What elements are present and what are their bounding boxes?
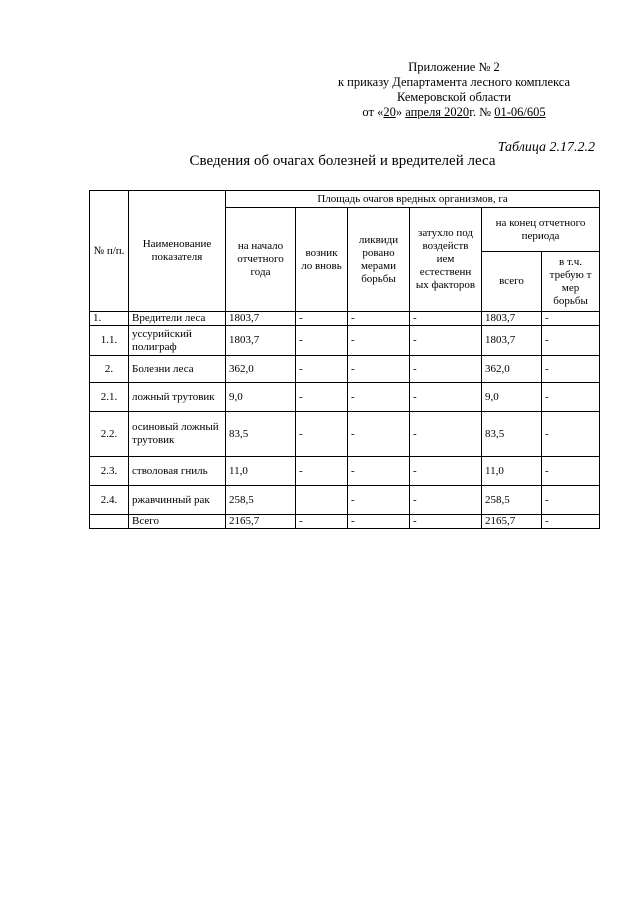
row-start: 83,5 bbox=[226, 412, 296, 457]
row-start: 1803,7 bbox=[226, 312, 296, 326]
table-row bbox=[90, 412, 600, 457]
row-need: - bbox=[542, 326, 600, 356]
row-total: 362,0 bbox=[482, 356, 542, 383]
row-new: - bbox=[296, 356, 348, 383]
row-need: - bbox=[542, 383, 600, 412]
row-name: Вредители леса bbox=[129, 312, 226, 326]
row-faded: - bbox=[410, 312, 482, 326]
table-row-total bbox=[90, 515, 600, 529]
row-new: - bbox=[296, 326, 348, 356]
row-start: 1803,7 bbox=[226, 326, 296, 356]
row-name: осиновый ложный трутовик bbox=[129, 412, 226, 457]
table-row bbox=[90, 312, 600, 326]
row-liquidated: - bbox=[348, 486, 410, 515]
col-liquidated-header: ликвиди ровано мерами борьбы bbox=[348, 208, 410, 312]
row-num: 2.1. bbox=[90, 383, 129, 412]
row-new: - bbox=[296, 383, 348, 412]
row-total: 11,0 bbox=[482, 457, 542, 486]
row-name: стволовая гниль bbox=[129, 457, 226, 486]
row-new: - bbox=[296, 312, 348, 326]
order-number: 01-06/605 bbox=[494, 105, 546, 119]
appendix-label: Приложение № 2 bbox=[408, 60, 500, 74]
row-new: - bbox=[296, 412, 348, 457]
table-row bbox=[90, 486, 600, 515]
col-area-group-header: Площадь очагов вредных организмов, га bbox=[226, 191, 600, 208]
row-num: 1. bbox=[90, 312, 129, 326]
row-name: ржавчинный рак bbox=[129, 486, 226, 515]
table-row bbox=[90, 356, 600, 383]
row-need: - bbox=[542, 457, 600, 486]
row-start: 11,0 bbox=[226, 457, 296, 486]
region-name: Кемеровской области bbox=[396, 90, 512, 104]
row-start: 2165,7 bbox=[226, 515, 296, 529]
row-num bbox=[90, 515, 129, 529]
row-total: 258,5 bbox=[482, 486, 542, 515]
row-num: 2.4. bbox=[90, 486, 129, 515]
row-need: - bbox=[542, 312, 600, 326]
col-start-header: на начало отчетного года bbox=[226, 208, 296, 312]
order-day: 20 bbox=[383, 105, 396, 119]
row-name: Болезни леса bbox=[129, 356, 226, 383]
row-faded: - bbox=[410, 515, 482, 529]
row-num: 1.1. bbox=[90, 326, 129, 356]
row-total: 83,5 bbox=[482, 412, 542, 457]
row-liquidated: - bbox=[348, 515, 410, 529]
row-name: уссурийский полиграф bbox=[129, 326, 226, 356]
table-number: Таблица 2.17.2.2 bbox=[497, 140, 595, 155]
row-need: - bbox=[542, 486, 600, 515]
col-total-header: всего bbox=[482, 252, 542, 312]
row-liquidated: - bbox=[348, 457, 410, 486]
row-total: 2165,7 bbox=[482, 515, 542, 529]
row-liquidated: - bbox=[348, 383, 410, 412]
row-num: 2.3. bbox=[90, 457, 129, 486]
col-faded-header: затухло под воздейств ием естественн ых факторов bbox=[410, 208, 482, 312]
row-liquidated: - bbox=[348, 412, 410, 457]
document-header bbox=[314, 60, 594, 120]
row-need: - bbox=[542, 412, 600, 457]
col-need-header: в т.ч. требую т мер борьбы bbox=[542, 252, 600, 312]
order-date-line: от «20» апреля 2020г. № 01-06/605 bbox=[362, 105, 546, 119]
row-liquidated: - bbox=[348, 312, 410, 326]
row-total: 9,0 bbox=[482, 383, 542, 412]
table-row bbox=[90, 326, 600, 356]
row-start: 258,5 bbox=[226, 486, 296, 515]
row-start: 9,0 bbox=[226, 383, 296, 412]
table-row bbox=[90, 383, 600, 412]
row-total: 1803,7 bbox=[482, 312, 542, 326]
row-need: - bbox=[542, 356, 600, 383]
col-end-group-header: на конец отчетного периода bbox=[482, 208, 600, 252]
col-new-header: возник ло вновь bbox=[296, 208, 348, 312]
row-liquidated: - bbox=[348, 326, 410, 356]
order-month-year: апреля 2020 bbox=[405, 105, 470, 119]
row-new: - bbox=[296, 457, 348, 486]
row-faded: - bbox=[410, 486, 482, 515]
row-faded: - bbox=[410, 457, 482, 486]
col-num-header: № п/п. bbox=[90, 191, 129, 312]
row-num: 2. bbox=[90, 356, 129, 383]
row-faded: - bbox=[410, 383, 482, 412]
row-name: ложный трутовик bbox=[129, 383, 226, 412]
row-faded: - bbox=[410, 356, 482, 383]
row-need: - bbox=[542, 515, 600, 529]
order-reference: к приказу Департамента лесного комплекса bbox=[337, 75, 571, 89]
row-num: 2.2. bbox=[90, 412, 129, 457]
pest-disease-table bbox=[89, 190, 600, 529]
row-name: Всего bbox=[129, 515, 226, 529]
table-title: Сведения об очагах болезней и вредителей леса bbox=[189, 153, 496, 169]
col-name-header: Наименование показателя bbox=[129, 191, 226, 312]
table-row bbox=[90, 457, 600, 486]
row-start: 362,0 bbox=[226, 356, 296, 383]
row-faded: - bbox=[410, 326, 482, 356]
row-new bbox=[296, 486, 348, 515]
row-faded: - bbox=[410, 412, 482, 457]
row-liquidated: - bbox=[348, 356, 410, 383]
row-total: 1803,7 bbox=[482, 326, 542, 356]
row-new: - bbox=[296, 515, 348, 529]
